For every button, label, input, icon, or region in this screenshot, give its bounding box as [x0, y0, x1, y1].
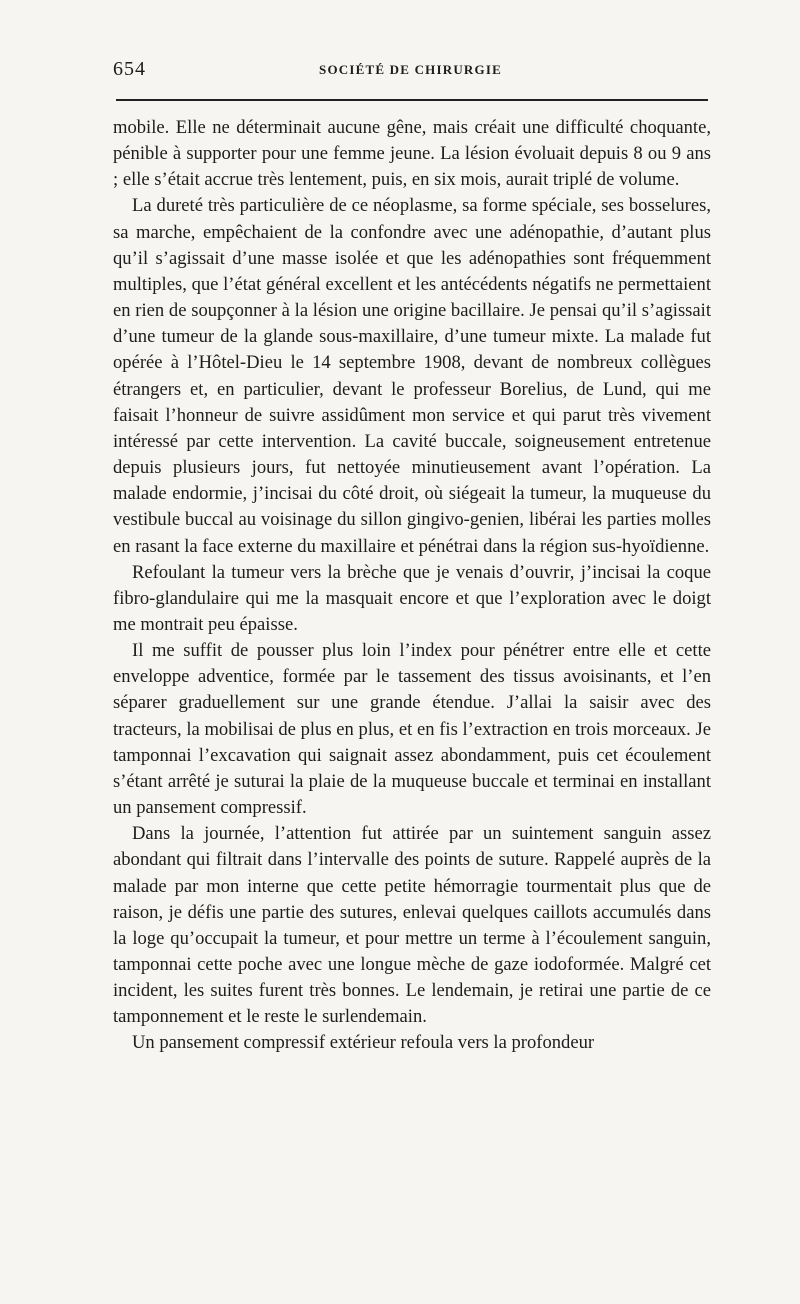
body-text — [113, 115, 711, 1057]
running-head: SOCIÉTÉ DE CHIRURGIE — [319, 62, 502, 77]
paragraph-continuation: mobile. Elle ne déterminait aucune gêne, mais créait une difficulté choquante, pénible à supporter pour une femme jeune. La lésion évoluait depuis 8 ou 9 ans ; elle s’était accrue très lentement, puis, en six mois, aurait triplé de volume. — [113, 117, 711, 191]
page-header — [113, 58, 708, 88]
paragraph: La dureté très particulière de ce néoplasme, sa forme spéciale, ses bosselures, sa marche, empêchaient de la confondre avec une adénopathie, d’autant plus qu’il s’agissait d’une masse isolée et que les adénopathies sont fréquemment multiples, que l’état général excellent et les antécédents négatifs ne permettaient en rien de soupçonner à la lésion une origine bacillaire. Je pensai qu’il s’agissait d’une tumeur de la glande sous-maxillaire, d’une tumeur mixte. La malade fut opérée à l’Hôtel-Dieu le 14 septembre 1908, devant de nombreux collègues étrangers et, en particulier, devant le professeur Borelius, de Lund, qui me faisait l’honneur de suivre assidûment mon service et qui parut très vivement intéressé par cette intervention. La cavité buccale, soigneusement entretenue depuis plusieurs jours, fut nettoyée minutieusement avant l’opération. La malade endormie, j’incisai du côté droit, où siégeait la tumeur, la muqueuse du vestibule buccal au voisinage du sillon gingivo-genien, libérai les parties molles en rasant la face externe du maxillaire et pénétrai dans la région sus-hyoïdienne. — [113, 195, 711, 557]
page-number: 654 — [113, 58, 146, 80]
paragraph: Dans la journée, l’attention fut attirée par un suintement sanguin assez abondant qui filtrait dans l’intervalle des points de suture. Rappelé auprès de la malade par mon interne que cette petite hémorragie tourmentait plus que de raison, je défis une partie des sutures, enlevai quelques caillots accumulés dans la loge qu’occupait la tumeur, et pour mettre un terme à l’écoulement sanguin, tamponnai cette poche avec une longue mèche de gaze iodoformée. Malgré cet incident, les suites furent très bonnes. Le lendemain, je retirai une partie de ce tamponnement et le reste le surlendemain. — [113, 823, 711, 1028]
paragraph: Il me suffit de pousser plus loin l’index pour pénétrer entre elle et cette enveloppe adventice, formée par le tassement des tissus avoisinants, et l’en séparer graduellement sur une grande étendue. J’allai la saisir avec des tracteurs, la mobilisai de plus en plus, et en fis l’extraction en trois morceaux. Je tamponnai l’excavation qui saignait assez abondamment, puis cet écoulement s’étant arrêté je suturai la plaie de la muqueuse buccale et terminai en installant un pansement compressif. — [113, 640, 711, 819]
paragraph: Refoulant la tumeur vers la brèche que je venais d’ouvrir, j’incisai la coque fibro-glandulaire qui me la masquait encore et que l’exploration avec le doigt me montrait peu épaisse. — [113, 561, 711, 635]
paragraph: Un pansement compressif extérieur refoula vers la profondeur — [132, 1032, 595, 1054]
header-rule — [116, 99, 708, 101]
